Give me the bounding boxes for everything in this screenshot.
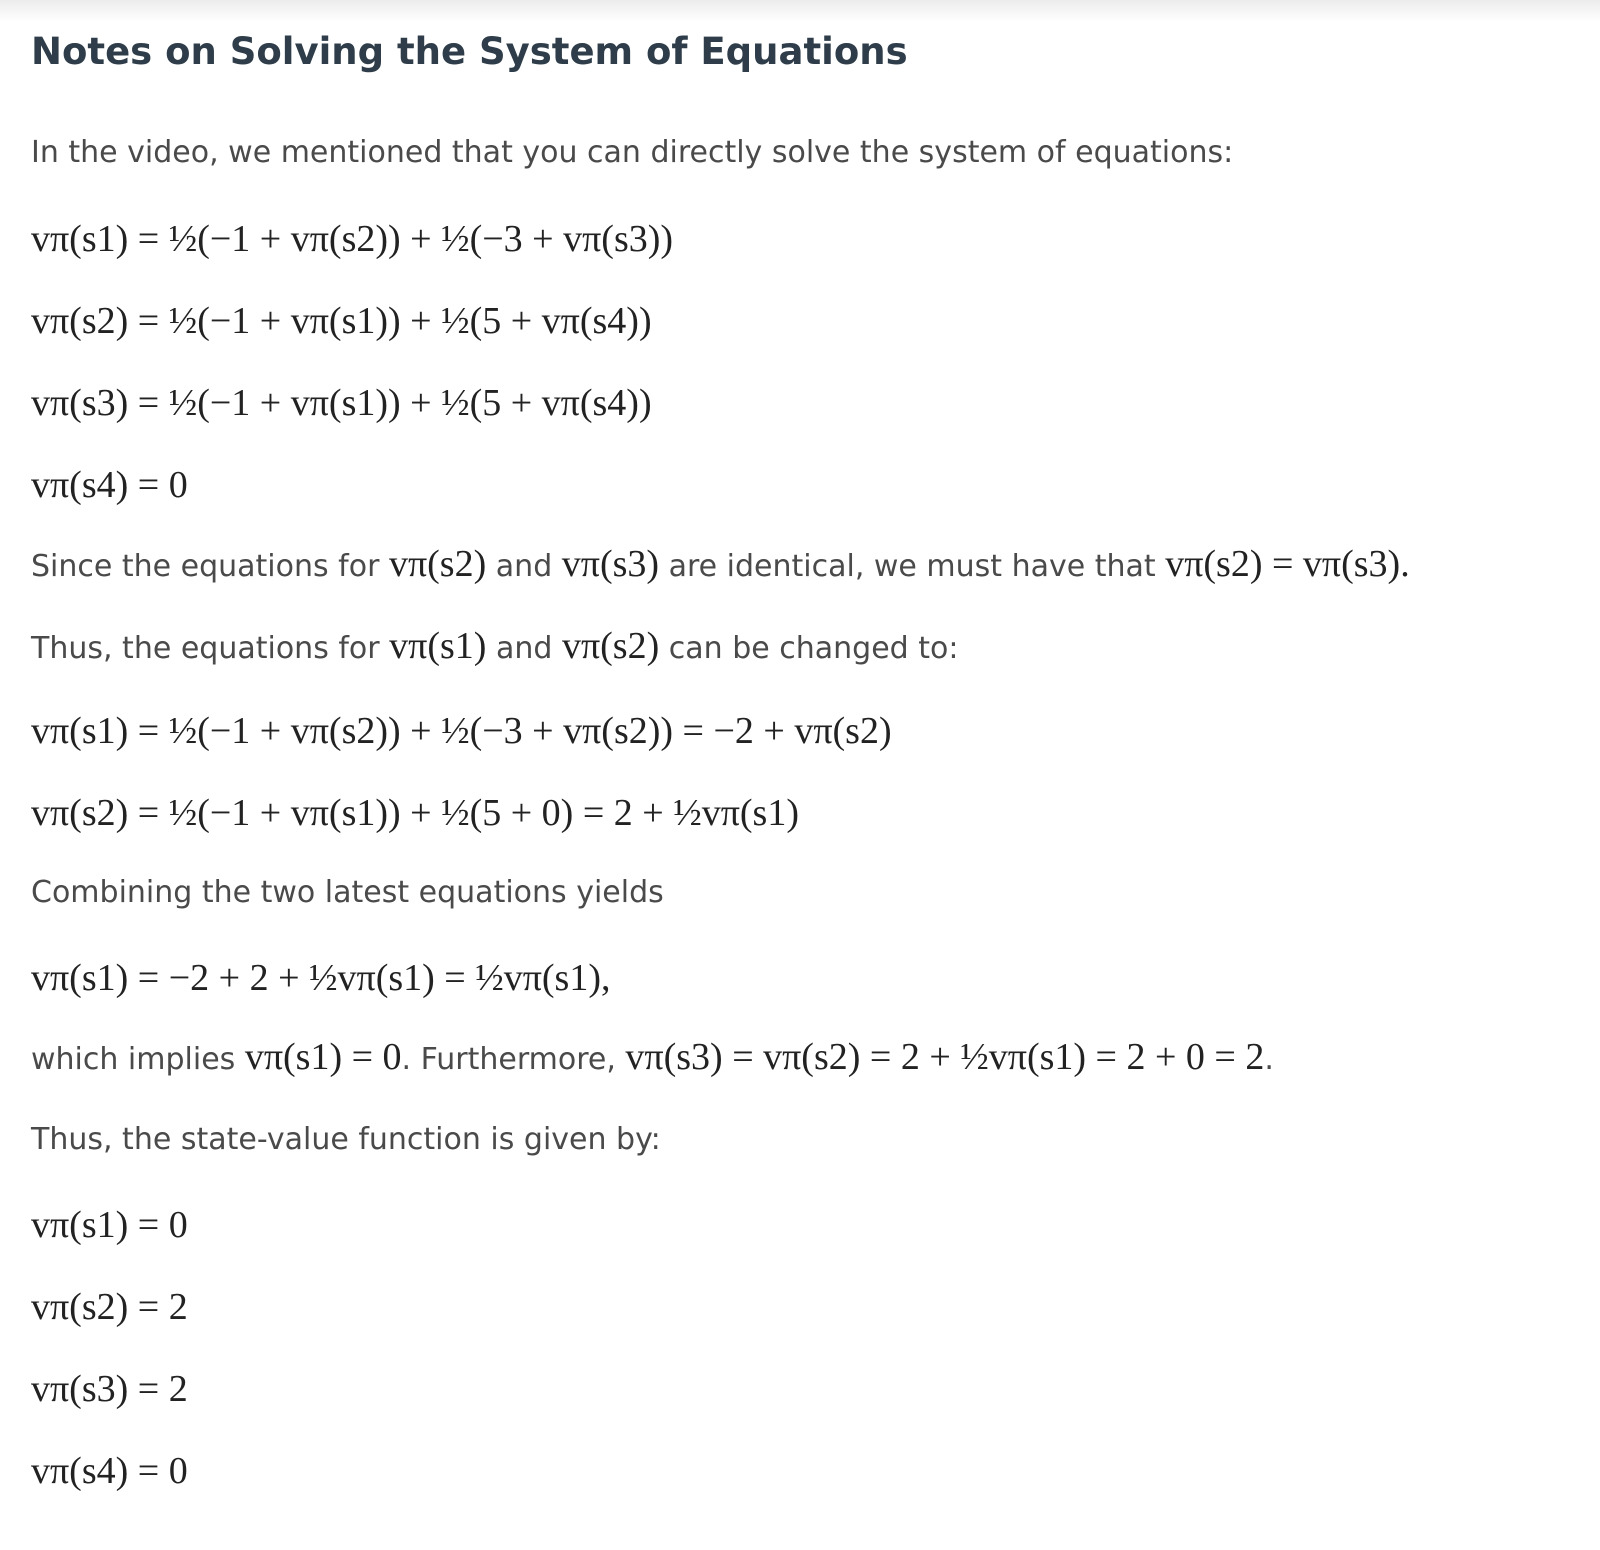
page-title: Notes on Solving the System of Equations <box>31 30 908 73</box>
equation-combined: vπ(s1) = −2 + 2 + ½vπ(s1) = ½vπ(s1), <box>31 957 611 999</box>
implies-math-2: vπ(s3) = vπ(s2) = 2 + ½vπ(s1) = 2 + 0 = 2 <box>625 1036 1265 1078</box>
thus1-text-1: Thus, the equations for <box>31 631 390 666</box>
implies-text-3: . <box>1264 1042 1274 1077</box>
equation-system-1: vπ(s1) = ½(−1 + vπ(s2)) + ½(−3 + vπ(s3)) <box>31 218 674 260</box>
thus-paragraph-1 <box>31 624 958 671</box>
implies-paragraph <box>31 1035 1274 1082</box>
implies-math-1: vπ(s1) = 0 <box>244 1036 402 1078</box>
equation-changed-1: vπ(s1) = ½(−1 + vπ(s2)) + ½(−3 + vπ(s2)) = −2 + vπ(s2) <box>31 710 892 752</box>
implies-text-1: which implies <box>31 1042 245 1077</box>
since-text-1: Since the equations for <box>31 549 389 584</box>
thus1-text-2: and <box>486 631 562 666</box>
thus1-text-3: can be changed to: <box>659 631 959 666</box>
since-math-3: vπ(s2) = vπ(s3). <box>1165 543 1410 585</box>
equation-solution-1: vπ(s1) = 0 <box>31 1204 188 1246</box>
thus1-math-1: vπ(s1) <box>389 625 487 667</box>
equation-system-3: vπ(s3) = ½(−1 + vπ(s1)) + ½(5 + vπ(s4)) <box>31 382 652 424</box>
equation-solution-4: vπ(s4) = 0 <box>31 1450 188 1492</box>
thus-paragraph-2: Thus, the state-value function is given by: <box>31 1122 661 1157</box>
since-text-3: are identical, we must have that <box>659 549 1166 584</box>
implies-text-2: . Furthermore, <box>401 1042 626 1077</box>
intro-paragraph: In the video, we mentioned that you can directly solve the system of equations: <box>31 135 1234 170</box>
since-paragraph <box>31 542 1410 589</box>
equation-solution-3: vπ(s3) = 2 <box>31 1368 188 1410</box>
since-text-2: and <box>486 549 562 584</box>
equation-solution-2: vπ(s2) = 2 <box>31 1286 188 1328</box>
top-shadow <box>0 0 1600 22</box>
thus1-math-2: vπ(s2) <box>561 625 660 667</box>
equation-changed-2: vπ(s2) = ½(−1 + vπ(s1)) + ½(5 + 0) = 2 + ½vπ(s1) <box>31 792 799 834</box>
combining-paragraph: Combining the two latest equations yields <box>31 875 664 910</box>
equation-system-4: vπ(s4) = 0 <box>31 464 188 506</box>
equation-system-2: vπ(s2) = ½(−1 + vπ(s1)) + ½(5 + vπ(s4)) <box>31 300 652 342</box>
since-math-1: vπ(s2) <box>388 543 487 585</box>
since-math-2: vπ(s3) <box>561 543 660 585</box>
